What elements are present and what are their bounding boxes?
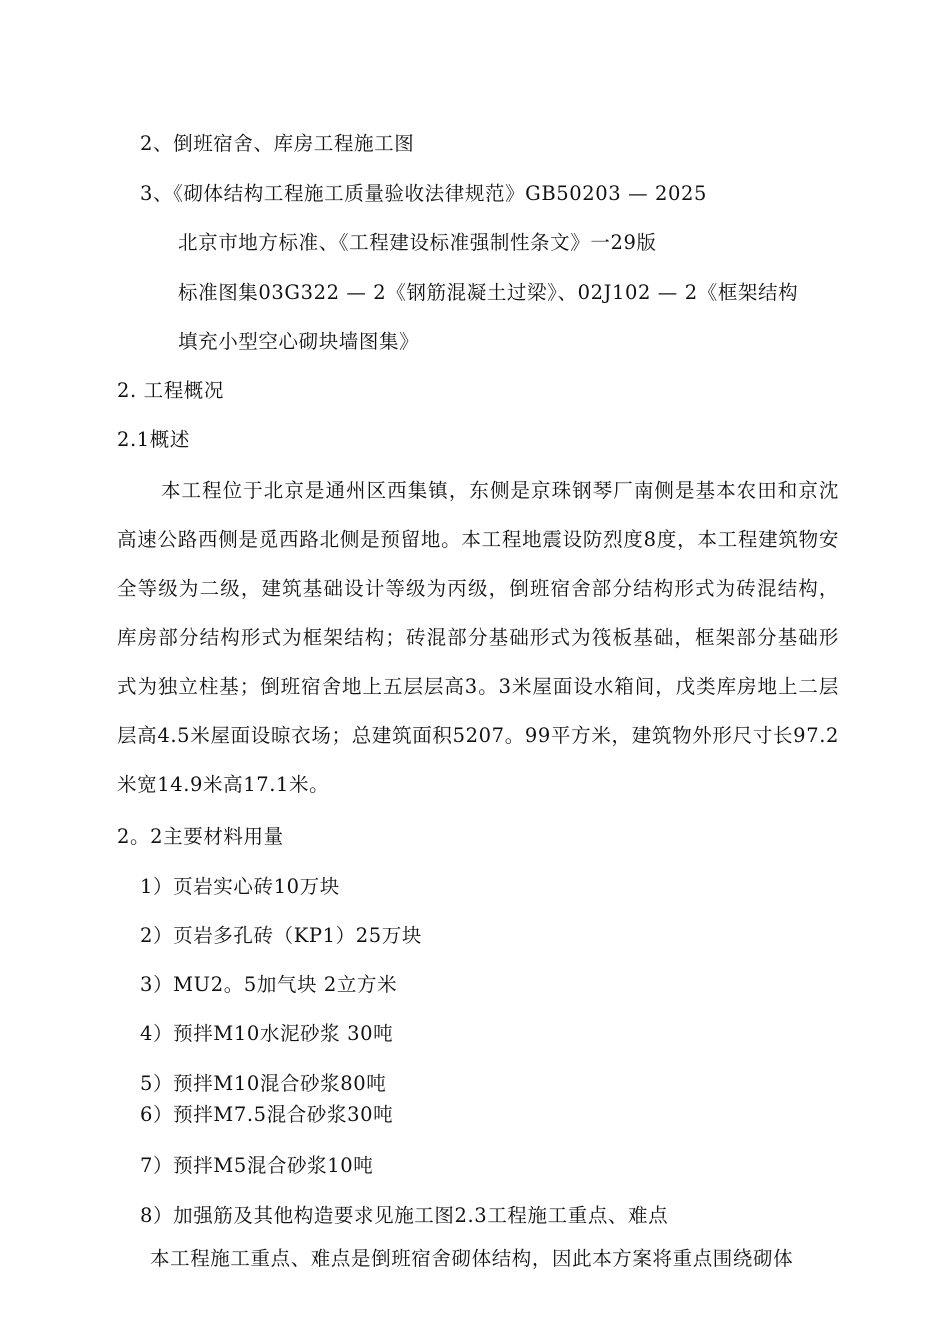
- material-item-7: 7）预拌M5混合砂浆10吨: [140, 1154, 374, 1177]
- closing-paragraph: 本工程施工重点、难点是倒班宿舍砌体结构，因此本方案将重点围绕砌体: [150, 1247, 794, 1270]
- reference-item-2: 2、倒班宿舍、库房工程施工图: [140, 132, 415, 155]
- subsection-heading-2-1: 2.1概述: [117, 428, 191, 451]
- reference-item-3-line-4: 填充小型空心砌块墙图集》: [178, 330, 420, 353]
- reference-item-3-line-3: 标准图集03G322 — 2《钢筋混凝土过梁》、02J102 — 2《框架结构: [178, 281, 799, 304]
- material-item-3: 3）MU2。5加气块 2立方米: [140, 973, 398, 996]
- overview-paragraph: [117, 466, 839, 809]
- material-item-5: 5）预拌M10混合砂浆80吨: [140, 1072, 387, 1095]
- material-item-1: 1）页岩实心砖10万块: [140, 875, 340, 898]
- reference-item-3: 3、《砌体结构工程施工质量验收法律规范》GB50203 — 2025: [140, 182, 708, 205]
- material-item-6: 6）预拌M7.5混合砂浆30吨: [140, 1103, 394, 1126]
- reference-item-3-line-2: 北京市地方标准、《工程建设标准强制性条文》一29版: [178, 231, 657, 254]
- material-item-8: 8）加强筋及其他构造要求见施工图2.3工程施工重点、难点: [140, 1204, 669, 1227]
- overview-text: 本工程位于北京是通州区西集镇，东侧是京珠钢琴厂南侧是基本农田和京沈高速公路西侧是觅西路北侧是预留地。本工程地震设防烈度8度，本工程建筑物安全等级为二级，建筑基础设计等级为丙级，倒班宿舍部分结构形式为砖混结构，库房部分结构形式为框架结构；砖混部分基础形式为筏板基础，框架部分基础形式为独立柱基；倒班宿舍地上五层层高3。3米屋面设水箱间，戊类库房地上二层层高4.5米屋面设晾衣场；总建筑面积5207。99平方米，建筑物外形尺寸长97.2米宽14.9米高17.1米。: [117, 479, 839, 796]
- material-item-2: 2）页岩多孔砖（KP1）25万块: [140, 924, 422, 947]
- section-heading-2: 2. 工程概况: [117, 379, 225, 402]
- subsection-heading-2-2: 2。2主要材料用量: [117, 825, 284, 848]
- material-item-4: 4）预拌M10水泥砂浆 30吨: [140, 1022, 394, 1045]
